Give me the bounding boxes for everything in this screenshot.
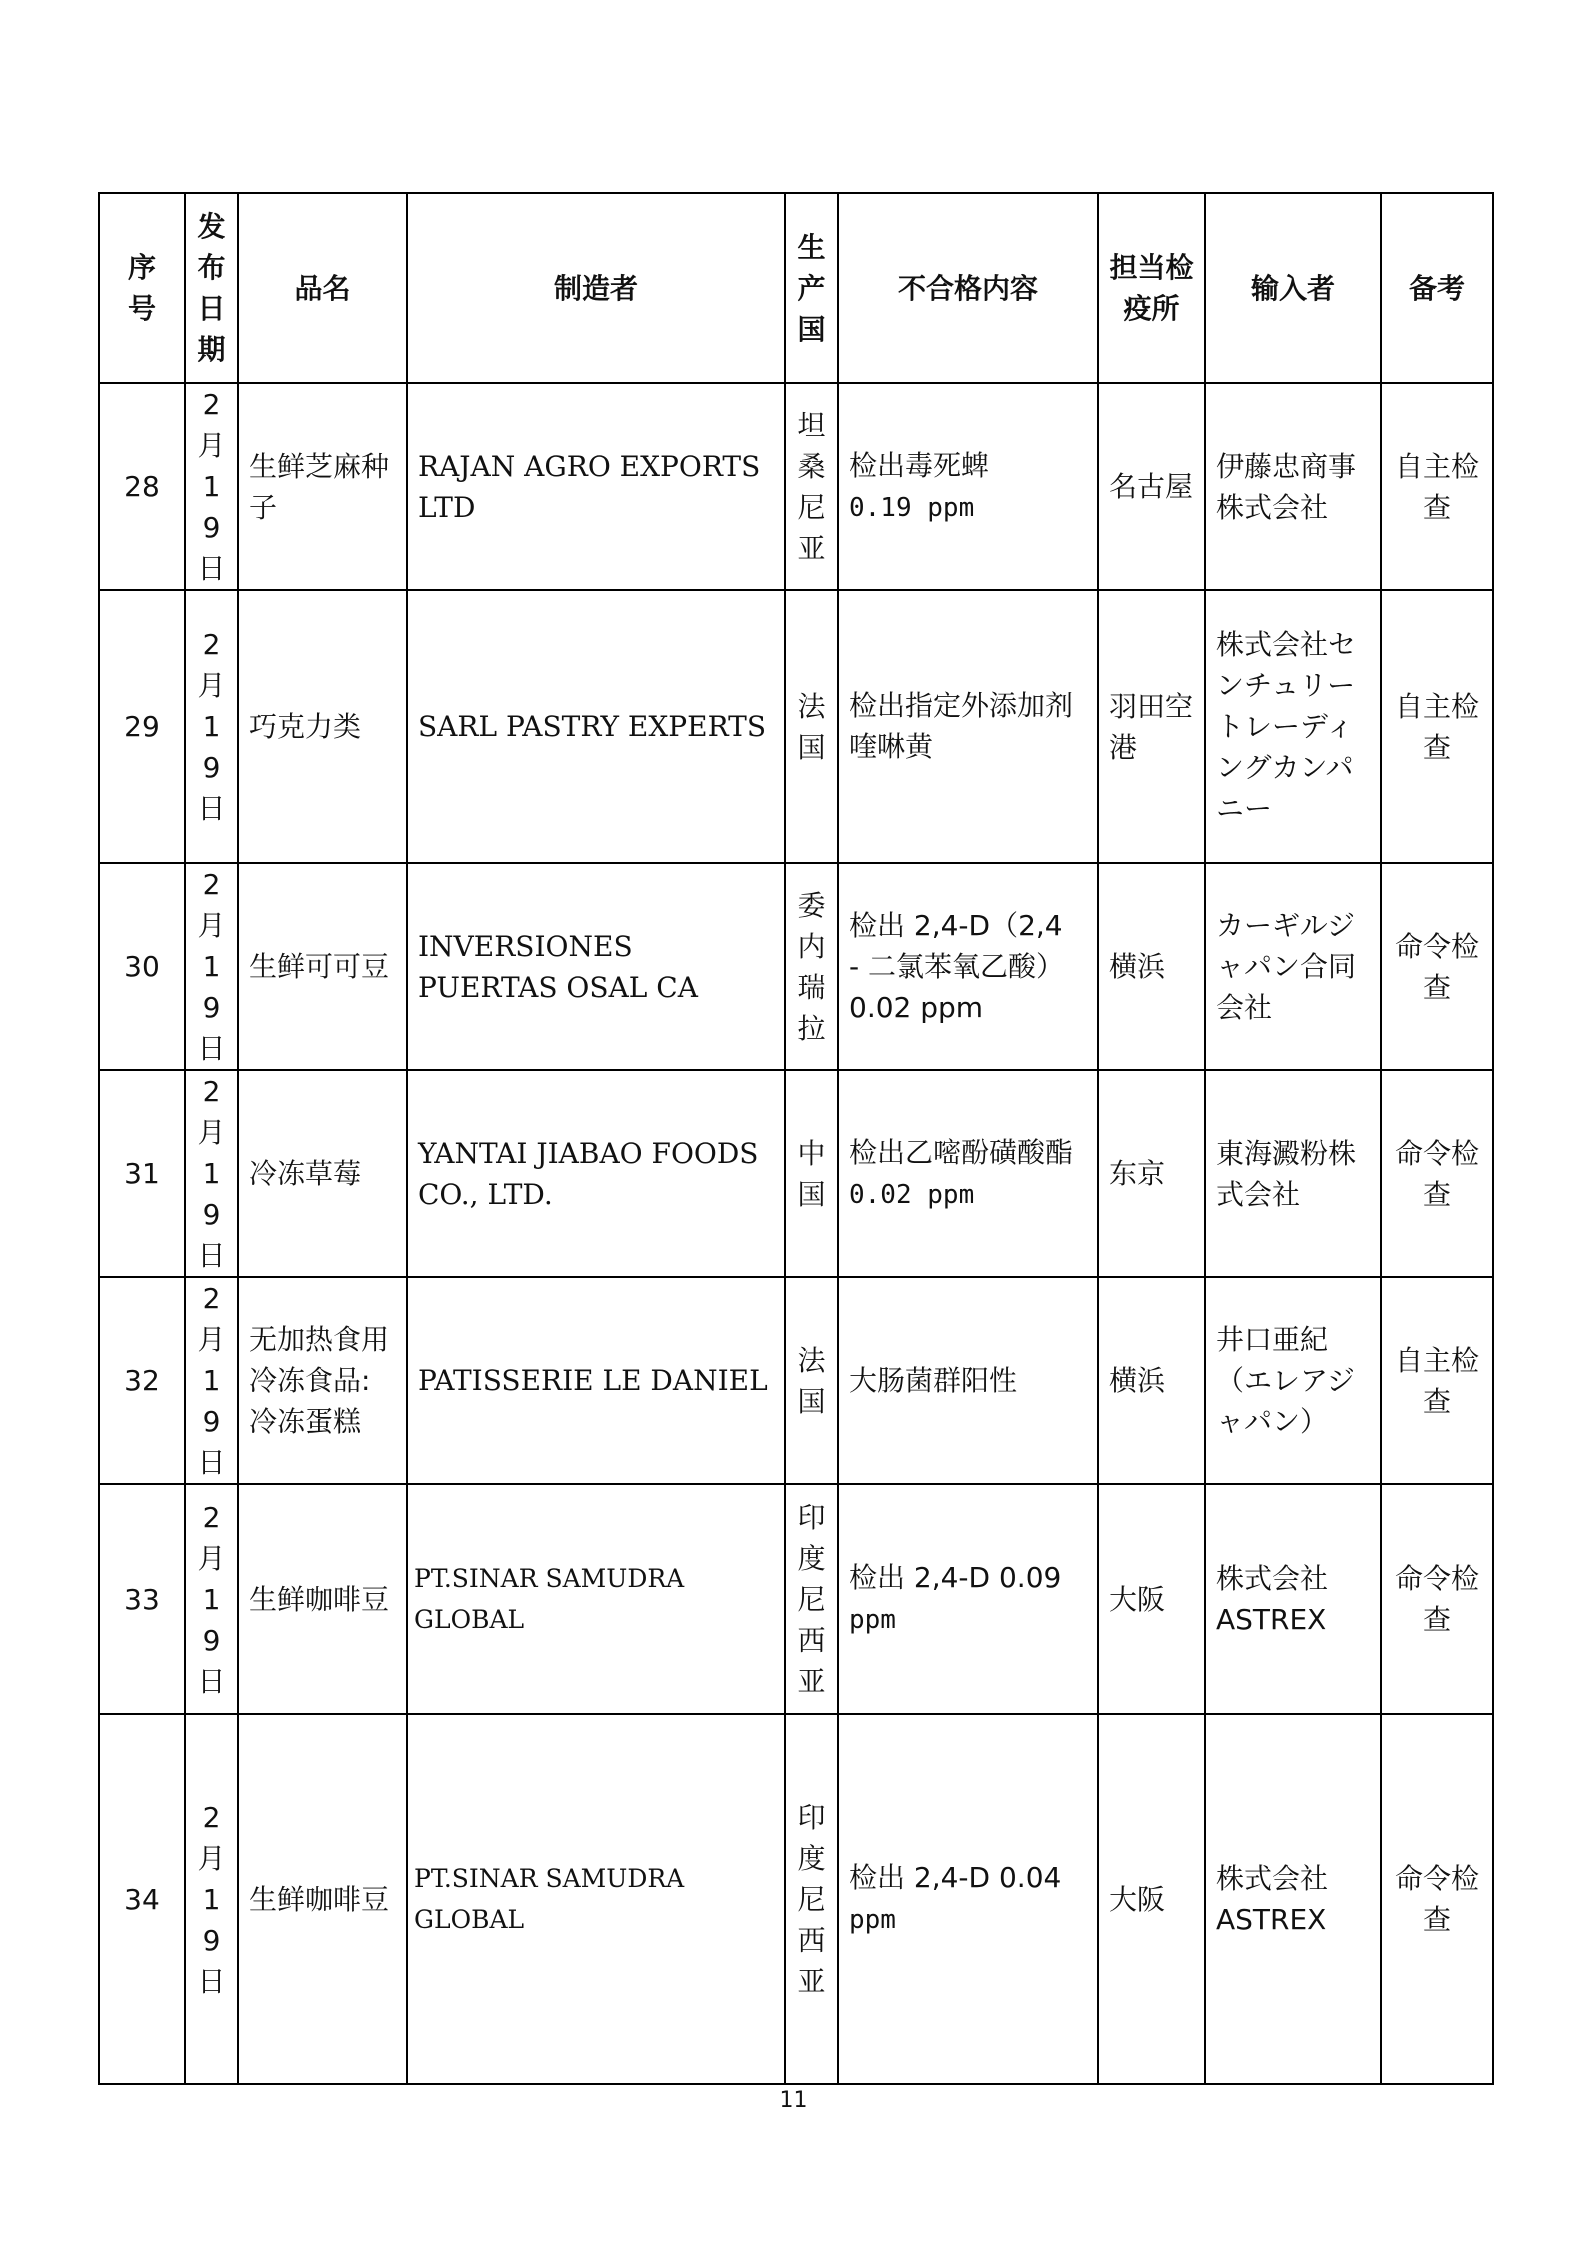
cell-date: 2月19日	[185, 383, 238, 590]
cell-violation: 大肠菌群阳性	[838, 1277, 1098, 1484]
header-violation: 不合格内容	[838, 193, 1098, 383]
cell-date: 2月19日	[185, 1070, 238, 1277]
cell-station: 名古屋	[1098, 383, 1205, 590]
cell-violation: 检出 2,4-D 0.09 ppm	[838, 1484, 1098, 1714]
cell-importer: 伊藤忠商事株式会社	[1205, 383, 1381, 590]
cell-no: 34	[99, 1714, 185, 2084]
cell-product: 冷冻草莓	[238, 1070, 407, 1277]
header-manufacturer: 制造者	[407, 193, 785, 383]
header-no: 序号	[99, 193, 185, 383]
cell-product: 生鲜可可豆	[238, 863, 407, 1070]
cell-manufacturer: PT.SINAR SAMUDRA GLOBAL	[407, 1484, 785, 1714]
cell-remark: 命令检查	[1381, 1484, 1493, 1714]
header-station: 担当检疫所	[1098, 193, 1205, 383]
cell-date: 2月19日	[185, 1277, 238, 1484]
cell-violation: 检出乙嘧酚磺酸酯 0.02 ppm	[838, 1070, 1098, 1277]
cell-remark: 自主检查	[1381, 1277, 1493, 1484]
cell-station: 横浜	[1098, 1277, 1205, 1484]
cell-no: 30	[99, 863, 185, 1070]
table-row	[99, 1484, 1493, 1714]
cell-no: 32	[99, 1277, 185, 1484]
cell-no: 33	[99, 1484, 185, 1714]
cell-manufacturer: RAJAN AGRO EXPORTS LTD	[407, 383, 785, 590]
cell-no: 29	[99, 590, 185, 863]
table-row	[99, 590, 1493, 863]
header-origin: 生产国	[785, 193, 838, 383]
header-remark: 备考	[1381, 193, 1493, 383]
header-row	[99, 193, 1493, 383]
cell-violation: 检出毒死蜱 0.19 ppm	[838, 383, 1098, 590]
cell-remark: 命令检查	[1381, 1714, 1493, 2084]
cell-origin: 委内瑞拉	[785, 863, 838, 1070]
cell-product: 生鲜咖啡豆	[238, 1484, 407, 1714]
cell-date: 2月19日	[185, 1714, 238, 2084]
cell-date: 2月19日	[185, 863, 238, 1070]
cell-station: 羽田空港	[1098, 590, 1205, 863]
table-row	[99, 1714, 1493, 2084]
cell-violation: 检出 2,4-D 0.04 ppm	[838, 1714, 1098, 2084]
cell-importer: 井口亜紀（エレアジャパン）	[1205, 1277, 1381, 1484]
cell-remark: 命令检查	[1381, 863, 1493, 1070]
page-number: 11	[779, 2088, 808, 2113]
cell-product: 巧克力类	[238, 590, 407, 863]
cell-date: 2月19日	[185, 590, 238, 863]
cell-importer: 株式会社センチュリートレーディングカンパニー	[1205, 590, 1381, 863]
cell-manufacturer: INVERSIONES PUERTAS OSAL CA	[407, 863, 785, 1070]
cell-station: 大阪	[1098, 1484, 1205, 1714]
cell-importer: 株式会社ASTREX	[1205, 1714, 1381, 2084]
cell-violation: 检出指定外添加剂喹啉黄	[838, 590, 1098, 863]
table-row	[99, 1277, 1493, 1484]
cell-importer: 東海澱粉株式会社	[1205, 1070, 1381, 1277]
cell-remark: 自主检查	[1381, 590, 1493, 863]
cell-manufacturer: YANTAI JIABAO FOODS CO., LTD.	[407, 1070, 785, 1277]
cell-manufacturer: SARL PASTRY EXPERTS	[407, 590, 785, 863]
cell-station: 东京	[1098, 1070, 1205, 1277]
cell-origin: 中国	[785, 1070, 838, 1277]
cell-violation: 检出 2,4-D（2,4 - 二氯苯氧乙酸）0.02 ppm	[838, 863, 1098, 1070]
cell-product: 生鲜芝麻种子	[238, 383, 407, 590]
cell-origin: 印度尼西亚	[785, 1484, 838, 1714]
cell-product: 生鲜咖啡豆	[238, 1714, 407, 2084]
table-row	[99, 383, 1493, 590]
cell-origin: 坦桑尼亚	[785, 383, 838, 590]
inspection-table	[98, 192, 1494, 2085]
cell-origin: 印度尼西亚	[785, 1714, 838, 2084]
table-row	[99, 1070, 1493, 1277]
header-date: 发布日期	[185, 193, 238, 383]
cell-origin: 法国	[785, 590, 838, 863]
cell-date: 2月19日	[185, 1484, 238, 1714]
cell-no: 31	[99, 1070, 185, 1277]
table-row	[99, 863, 1493, 1070]
header-importer: 输入者	[1205, 193, 1381, 383]
cell-manufacturer: PATISSERIE LE DANIEL	[407, 1277, 785, 1484]
header-product: 品名	[238, 193, 407, 383]
cell-manufacturer: PT.SINAR SAMUDRA GLOBAL	[407, 1714, 785, 2084]
cell-importer: カーギルジャパン合同会社	[1205, 863, 1381, 1070]
cell-importer: 株式会社ASTREX	[1205, 1484, 1381, 1714]
cell-origin: 法国	[785, 1277, 838, 1484]
cell-station: 大阪	[1098, 1714, 1205, 2084]
cell-product: 无加热食用冷冻食品:冷冻蛋糕	[238, 1277, 407, 1484]
cell-station: 横浜	[1098, 863, 1205, 1070]
cell-remark: 命令检查	[1381, 1070, 1493, 1277]
cell-no: 28	[99, 383, 185, 590]
cell-remark: 自主检查	[1381, 383, 1493, 590]
